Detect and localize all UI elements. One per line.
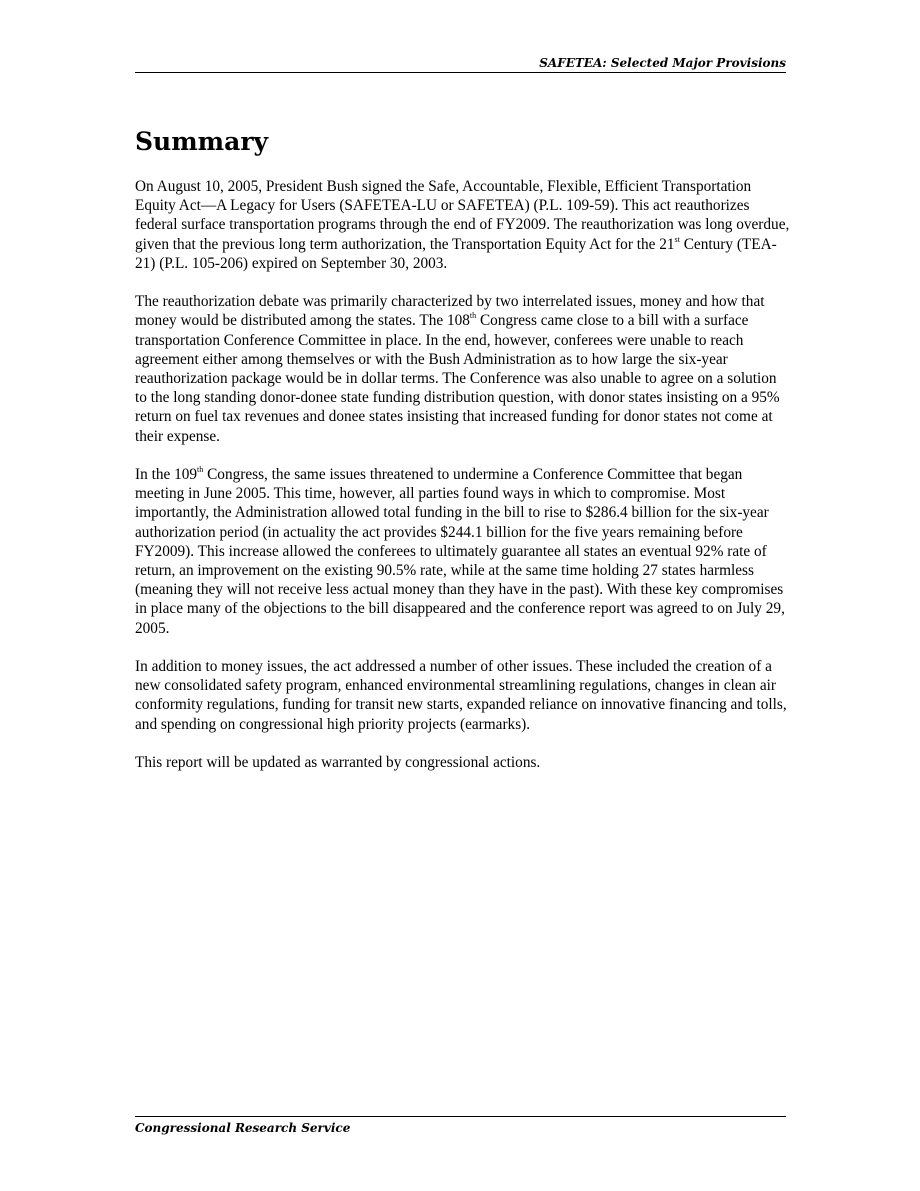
paragraph-3 <box>135 465 790 638</box>
paragraph-1-text-b: Century (TEA-21) (P.L. 105-206) expired on September 30, 2003. <box>135 235 777 272</box>
summary-body <box>135 177 790 791</box>
paragraph-1-text-a: On August 10, 2005, President Bush signed the Safe, Accountable, Flexible, Efficient Transportation Equity Act—A Legacy for Users (SAFETEA-LU or SAFETEA) (P.L. 109-59). This act reauthorizes federal surface transportation programs through the end of FY2009. The reauthorization was long overdue, given that the previous long term authorization, the Transportation Equity Act for the 21 <box>135 178 790 253</box>
paragraph-5: This report will be updated as warranted by congressional actions. <box>135 754 541 772</box>
paragraph-1-superscript: st <box>674 234 680 244</box>
paragraph-2-text-b: Congress came close to a bill with a surface transportation Conference Committee in place. In the end, however, conferees were unable to reach agreement either among themselves or with the Bush Administration as to how large the six-year reauthorization package would be in dollar terms. The Conference was also unable to agree on a solution to the long standing donor-donee state funding distribution question, with donor states insisting on a 95% return on fuel tax revenues and donee states insisting that increased funding for donor states not come at their expense. <box>135 312 780 445</box>
paragraph-3-text-b: Congress, the same issues threatened to undermine a Conference Committee that began meeting in June 2005. This time, however, all parties found ways in which to compromise. Most importantly, the Administration allowed total funding in the bill to rise to $286.4 billion for the six-year authorization period (in actuality the act provides $244.1 billion for the five years remaining before FY2009). This increase allowed the conferees to ultimately guarantee all states an eventual 92% rate of return, an improvement on the existing 90.5% rate, while at the same time holding 27 states harmless (meaning they will not receive less actual money than they have in the past). With these key compromises in place many of the objections to the bill disappeared and the conference report was agreed to on July 29, 2005. <box>135 466 785 637</box>
footer-rule <box>135 1116 786 1117</box>
paragraph-4: In addition to money issues, the act addressed a number of other issues. These included the creation of a new consolidated safety program, enhanced environmental streamlining regulations, changes in clean air conformity regulations, funding for transit new starts, expanded reliance on innovative financing and tolls, and spending on congressional high priority projects (earmarks). <box>135 658 787 733</box>
running-footer: Congressional Research Service <box>135 1121 351 1135</box>
page-title: Summary <box>135 127 269 156</box>
paragraph-3-superscript: th <box>197 465 204 475</box>
running-header: SAFETEA: Selected Major Provisions <box>539 56 786 70</box>
paragraph-2-superscript: th <box>469 311 477 321</box>
paragraph-2-text-a: The reauthorization debate was primarily characterized by two interrelated issues, money and how that money would be distributed among the states. The 108 <box>135 293 765 330</box>
header-rule <box>135 72 786 73</box>
paragraph-3-text-a: In the 109 <box>135 466 198 484</box>
paragraph-1 <box>135 177 790 273</box>
paragraph-2 <box>135 292 790 446</box>
